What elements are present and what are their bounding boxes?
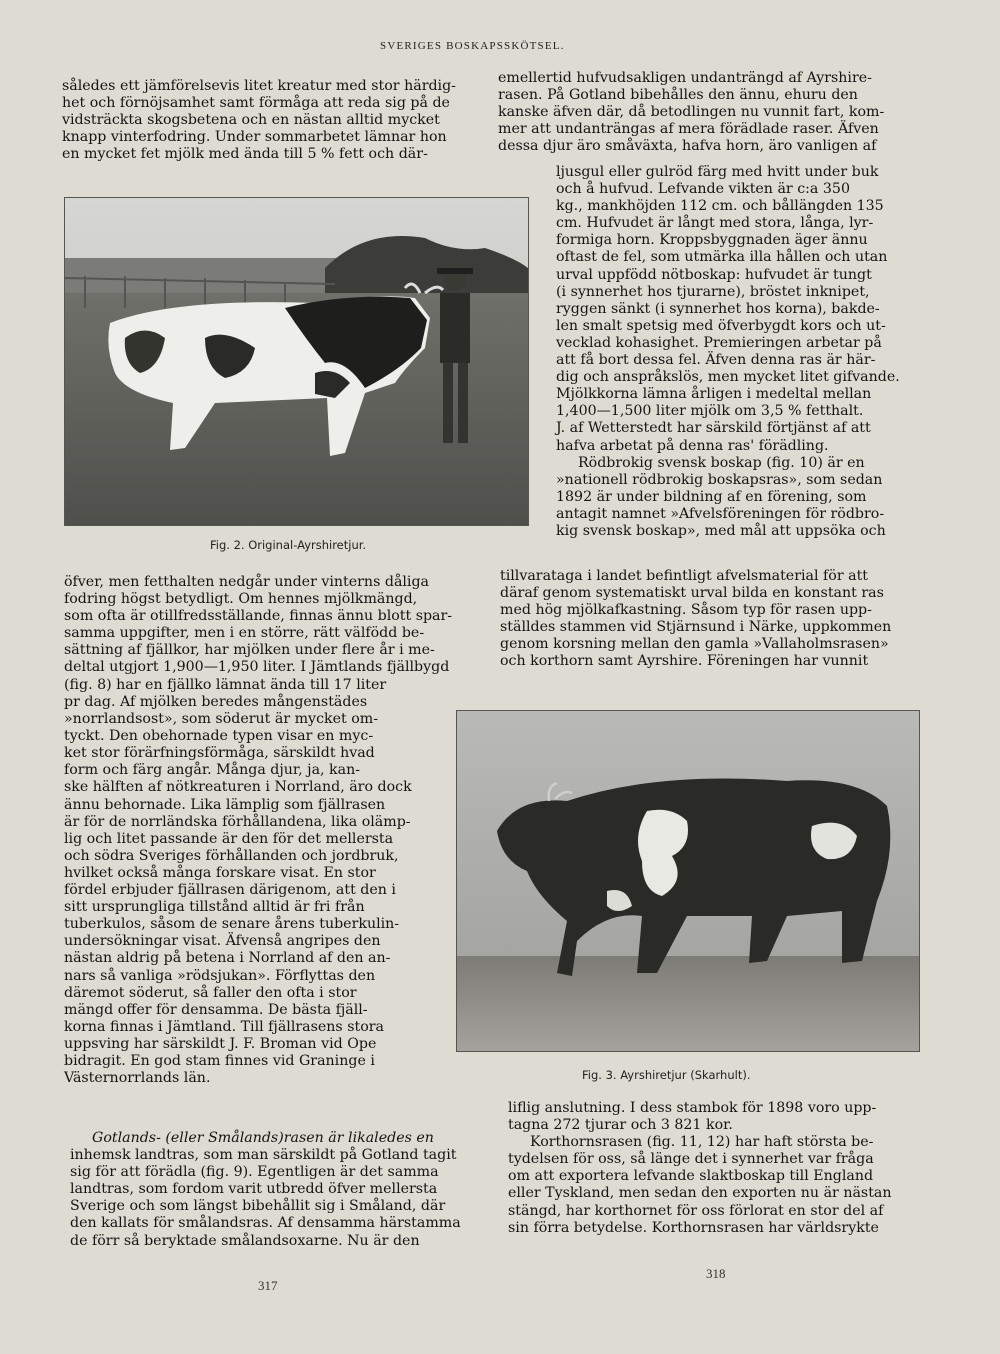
text-line: inhemsk landtras, som man särskildt på Gotland tagit xyxy=(70,1147,457,1164)
text-line: dessa djur äro småväxta, hafva horn, äro vanligen af xyxy=(498,138,877,155)
text-line: med hög mjölkafkastning. Såsom typ för rasen upp- xyxy=(500,602,872,619)
text-line: kg., mankhöjden 112 cm. och bållängden 135 xyxy=(556,198,884,215)
text-line: rasen. På Gotland bibehålles den ännu, ehuru den xyxy=(498,87,858,104)
text-line: eller Tyskland, men sedan den exporten nu är nästan xyxy=(508,1185,892,1202)
text-line: sin förra betydelse. Korthornsrasen har världsrykte xyxy=(508,1219,879,1236)
text-line: vecklad kohasighet. Premieringen arbetar på xyxy=(556,334,882,351)
left-wide-text xyxy=(64,574,482,694)
text-line: uppsving har särskildt J. F. Broman vid Ope xyxy=(64,1035,377,1052)
text-line: nästan aldrig på betena i Norrland af den an- xyxy=(64,950,391,967)
text-line: vidsträckta skogsbetena och en nästan alltid mycket xyxy=(62,112,440,129)
text-line: dig och anspråkslös, men mycket litet gifvande. xyxy=(556,369,900,386)
text-line: knapp vinterfodring. Under sommarbetet lämnar hon xyxy=(62,129,447,146)
text-line: 1892 är under bildning af en förening, som xyxy=(556,488,867,505)
text-line: emellertid hufvudsakligen undanträngd af Ayrshire- xyxy=(498,70,872,86)
figure-2-photo xyxy=(64,197,529,526)
page-number-right: 318 xyxy=(706,1266,726,1281)
text-line: fodring högst betydligt. Om hennes mjölkmängd, xyxy=(64,591,418,608)
text-line: ske hälften af nötkreaturen i Norrland, äro dock xyxy=(64,779,412,796)
text-line: Korthornsrasen (fig. 11, 12) har haft största be- xyxy=(530,1134,874,1151)
figure-3-caption: Fig. 3. Ayrshiretjur (Skarhult). xyxy=(582,1068,751,1082)
text-line: »nationell rödbrokig boskapsras», som sedan xyxy=(556,471,883,488)
running-header: SVERIGES BOSKAPSSKÖTSEL. xyxy=(380,40,565,52)
text-line: den kallats för smålandsras. Af densamma härstamma xyxy=(70,1215,461,1232)
text-line: urval uppfödd nötboskap: hufvudet är tungt xyxy=(556,266,872,283)
text-line: öfver, men fetthalten nedgår under vinterns dåliga xyxy=(64,574,430,590)
text-line: tillvarataga i landet befintligt afvelsmaterial för att xyxy=(500,568,868,584)
text-line: formiga horn. Kroppsbyggnaden äger ännu xyxy=(556,232,868,249)
text-line: om att exportera lefvande slaktboskap till England xyxy=(508,1168,874,1185)
text-line: deltal utgjort 1,900—1,950 liter. I Jämtlands fjällbygd xyxy=(64,659,450,676)
text-line: samma uppgifter, men i en större, rätt välfödd be- xyxy=(64,625,425,642)
text-line: däraf genom systematiskt urval bilda en konstant ras xyxy=(500,585,884,602)
text-line: Sverige och som längst bibehållit sig i Småland, där xyxy=(70,1198,446,1215)
text-line: tyckt. Den obehornade typen visar en myc- xyxy=(64,728,374,745)
text-line: stängd, har korthornet för oss förlorat en stor del af xyxy=(508,1202,884,1219)
text-line: ljusgul eller gulröd färg med hvitt under buk xyxy=(556,164,879,180)
text-line: sättning af fjällkor, har mjölken under flere år i me- xyxy=(64,642,435,659)
text-line: hvilket också många forskare visat. En stor xyxy=(64,864,376,881)
text-line: och södra Sveriges förhållanden och jordbruk, xyxy=(64,847,399,864)
text-line: ket stor förärfningsförmåga, särskildt hvad xyxy=(64,745,375,762)
left-top-text xyxy=(62,78,480,163)
bull-photo-illustration xyxy=(457,711,919,1051)
text-line: mer att undanträngas af mera förädlade raser. Äfven xyxy=(498,121,879,138)
right-top-text xyxy=(498,70,918,155)
left-bottom-text xyxy=(70,1130,490,1250)
text-line: Mjölkkorna lämna årligen i medeltal mellan xyxy=(556,386,872,403)
text-line: oftast de fel, som utmärka illa hållen och utan xyxy=(556,249,888,266)
text-line: tuberkulos, såsom de senare årens tuberkulin- xyxy=(64,916,400,933)
text-line: Rödbrokig svensk boskap (fig. 10) är en xyxy=(578,454,865,471)
text-line: är för de norrländska förhållandena, lika olämp- xyxy=(64,813,411,830)
text-line: kanske äfven där, då betodlingen nu vunnit fart, kom- xyxy=(498,104,885,121)
right-bottom-text xyxy=(508,1100,928,1237)
text-line: form och färg angår. Många djur, ja, kan- xyxy=(64,762,361,779)
text-line: således ett jämförelsevis litet kreatur med stor härdig- xyxy=(62,78,456,94)
text-line: het och förnöjsamhet samt förmåga att reda sig på de xyxy=(62,95,450,112)
text-line: ställdes stammen vid Stjärnsund i Närke, uppkommen xyxy=(500,619,892,636)
text-line: Gotlands- (eller Smålands)rasen är likaledes en xyxy=(92,1130,434,1146)
text-line: en mycket fet mjölk med ända till 5 % fett och där- xyxy=(62,146,428,163)
text-line: och korthorn samt Ayrshire. Föreningen har vunnit xyxy=(500,653,869,670)
text-line: som ofta är otillfredsställande, finnas ännu blott spar- xyxy=(64,608,453,625)
text-line: (i synnerhet hos tjurarne), bröstet inknipet, xyxy=(556,283,870,300)
text-line: genom korsning mellan den gamla »Vallaholmsrasen» xyxy=(500,636,889,653)
text-line: mängd offer för densamma. De bästa fjäll- xyxy=(64,1001,368,1018)
text-line: korna finnas i Jämtland. Till fjällrasens stora xyxy=(64,1018,384,1035)
text-line: och å hufvud. Lefvande vikten är c:a 350 xyxy=(556,181,850,198)
text-line: ryggen sänkt (i synnerhet hos korna), bakde- xyxy=(556,300,880,317)
text-line: de förr så beryktade smålandsoxarne. Nu är den xyxy=(70,1232,420,1249)
text-line: »norrlandsost», som söderut är mycket om- xyxy=(64,711,379,728)
text-line: ännu behornade. Lika lämplig som fjällrasen xyxy=(64,796,386,813)
text-line: antagit namnet »Afvelsföreningen för rödbro- xyxy=(556,505,885,522)
text-line: kig svensk boskap», med mål att uppsöka och xyxy=(556,522,886,539)
text-line: Västernorrlands län. xyxy=(64,1070,211,1087)
text-line: pr dag. Af mjölken beredes mångenstädes xyxy=(64,694,368,710)
text-line: undersökningar visat. Äfvenså angripes den xyxy=(64,933,381,950)
text-line: cm. Hufvudet är långt med stora, långa, lyr- xyxy=(556,215,874,232)
text-line: däremot söderut, så faller den ofta i stor xyxy=(64,984,357,1001)
page-number-left: 317 xyxy=(258,1278,278,1293)
right-wide-text xyxy=(500,568,920,671)
text-line: sitt ursprungliga tillstånd alltid är fri från xyxy=(64,899,365,916)
text-line: tagna 272 tjurar och 3 821 kor. xyxy=(508,1117,733,1134)
text-line: liflig anslutning. I dess stambok för 1898 voro upp- xyxy=(508,1100,877,1116)
figure-3-photo xyxy=(456,710,920,1052)
text-line: lig och litet passande är den för det mellersta xyxy=(64,830,394,847)
text-line: sig för att förädla (fig. 9). Egentligen är det samma xyxy=(70,1164,439,1181)
figure-2-caption: Fig. 2. Original-Ayrshiretjur. xyxy=(210,538,367,552)
left-narrow-text xyxy=(64,694,432,1087)
text-line: 1,400—1,500 liter mjölk om 3,5 % fetthalt. xyxy=(556,403,864,420)
bull-photo-illustration xyxy=(65,198,528,525)
text-line: nars så vanliga »rödsjukan». Förflyttas den xyxy=(64,967,376,984)
text-line: tydelsen för oss, så länge det i synnerhet var fråga xyxy=(508,1151,874,1168)
text-line: len smalt spetsig med öfverbygdt kors och ut- xyxy=(556,317,886,334)
text-line: fördel erbjuder fjällrasen därigenom, att den i xyxy=(64,882,396,899)
text-line: att få bort dessa fel. Äfven denna ras är här- xyxy=(556,352,876,369)
text-line: bidragit. En god stam finnes vid Graninge i xyxy=(64,1052,375,1069)
text-line: landtras, som fordom varit utbredd öfver mellersta xyxy=(70,1181,438,1198)
right-narrow-text xyxy=(556,164,920,540)
text-line: hafva arbetat på denna ras' förädling. xyxy=(556,437,829,454)
text-line: J. af Wetterstedt har särskild förtjänst af att xyxy=(556,420,871,437)
text-line: (fig. 8) har en fjällko lämnat ända till 17 liter xyxy=(64,676,387,693)
